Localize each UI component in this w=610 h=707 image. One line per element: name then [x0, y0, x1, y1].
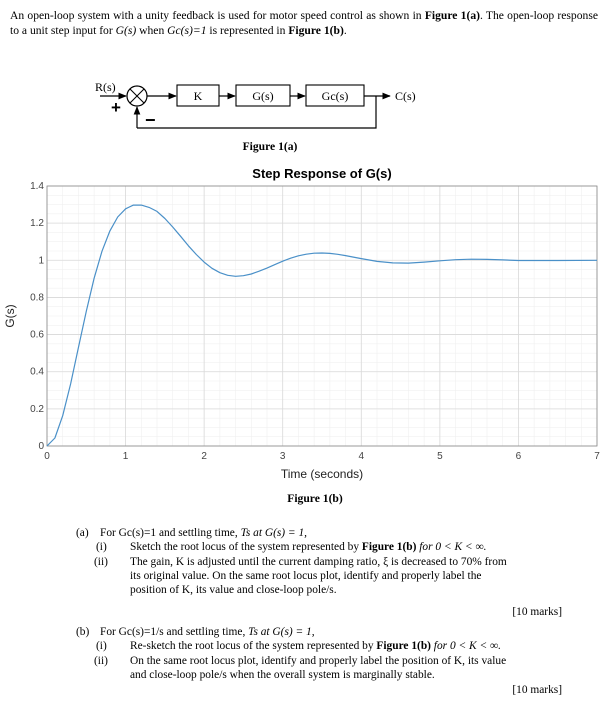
question-b-label: (b)	[76, 626, 90, 638]
question-b-ii-line1: On the same root locus plot, identify and properly label the position of K, its value	[130, 655, 507, 667]
question-b-i	[130, 639, 501, 653]
question-a-i-math: for 0 < K < ∞.	[416, 541, 487, 553]
x-axis-label: Time (seconds)	[280, 467, 364, 481]
intro-gs: G(s)	[115, 24, 137, 37]
y-tick-label: 1.2	[30, 218, 44, 230]
question-a-ii-line2: its original value. On the same root locus plot, identify and properly label the	[130, 570, 482, 582]
x-tick-label: 2	[201, 451, 207, 462]
question-b-stem-math: Ts at G(s) = 1,	[248, 626, 315, 638]
intro-text-1: An open-loop system with a unity feedback is used for motor speed control as shown in	[10, 9, 425, 22]
intro-text-4: is represented in	[206, 24, 289, 37]
y-tick-label: 0.4	[30, 366, 44, 378]
question-a-ii-line1: The gain, K is adjusted until the current damping ratio, ξ is decreased to 70% from	[130, 556, 507, 568]
x-tick-label: 1	[122, 451, 129, 462]
question-a-label: (a)	[76, 527, 89, 539]
x-tick-label: 0	[44, 451, 50, 462]
figure-1a-caption: Figure 1(a)	[242, 140, 298, 153]
plus-sign: +	[111, 98, 121, 117]
question-b-ii-label: (ii)	[94, 655, 108, 667]
y-axis-label: G(s)	[3, 304, 17, 328]
output-label: C(s)	[395, 89, 416, 103]
x-tick-label: 5	[437, 451, 443, 462]
y-tick-label: 1	[38, 255, 44, 267]
question-a-stem-text: For Gc(s)=1 and settling time,	[100, 527, 241, 539]
question-a-ii-line3: position of K, its value and close-loop pole/s.	[130, 584, 337, 596]
question-a-stem	[100, 526, 307, 540]
intro-text-5: .	[343, 24, 347, 37]
intro-text-3: when	[136, 24, 168, 37]
question-b-i-ref: Figure 1(b)	[376, 640, 431, 652]
question-b-stem	[100, 625, 315, 639]
question-b-i-math: for 0 < K < ∞.	[430, 640, 501, 652]
x-tick-label: 3	[279, 451, 286, 462]
question-a-i-ref: Figure 1(b)	[361, 541, 417, 553]
x-tick-label: 7	[594, 451, 600, 462]
question-a-i-label: (i)	[96, 541, 107, 553]
question-a-ii-label: (ii)	[94, 556, 108, 568]
y-tick-label: 0.2	[30, 403, 44, 415]
x-tick-label: 4	[358, 451, 365, 462]
y-tick-label: 0.6	[30, 329, 44, 341]
x-tick-label: 6	[515, 451, 522, 462]
block-k-label: K	[193, 89, 203, 103]
question-b-i-label: (i)	[96, 640, 107, 652]
block-gc-label: Gc(s)	[321, 89, 349, 103]
block-g-label: G(s)	[252, 89, 274, 103]
y-tick-label: 1.4	[30, 181, 44, 192]
question-a-i-text: Sketch the root locus of the system represented by	[130, 541, 362, 553]
intro-fig1b-ref: Figure 1(b)	[288, 24, 344, 37]
question-b-marks: [10 marks]	[512, 684, 562, 696]
question-a-i	[130, 540, 486, 554]
y-tick-label: 0	[38, 441, 44, 452]
chart-title: Step Response of G(s)	[252, 166, 392, 181]
question-a-stem-math: Ts at G(s) = 1,	[240, 527, 308, 539]
input-label: R(s)	[95, 80, 116, 94]
question-b-i-text: Re-sketch the root locus of the system represented by	[130, 640, 377, 652]
question-b-stem-text: For Gc(s)=1/s and settling time,	[100, 626, 249, 638]
intro-fig1a-ref: Figure 1(a)	[424, 9, 481, 22]
intro-gc-eq: Gc(s)=1	[167, 24, 207, 37]
minus-sign: −	[145, 110, 156, 130]
question-b-ii-line2: and close-loop pole/s when the overall system is marginally stable.	[130, 669, 435, 681]
y-tick-label: 0.8	[30, 292, 44, 304]
intro-text-2: . The open-loop response to a unit step input for	[10, 9, 598, 37]
question-a-marks: [10 marks]	[512, 606, 562, 618]
figure-1b-caption: Figure 1(b)	[287, 492, 343, 505]
